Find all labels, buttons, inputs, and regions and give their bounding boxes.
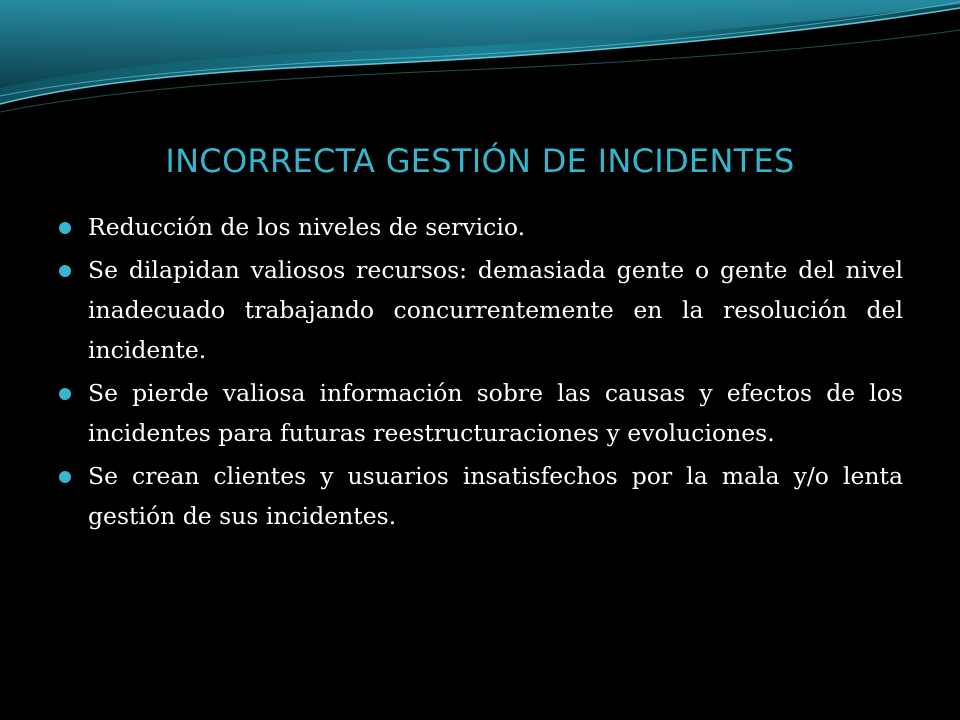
bullet-item (88, 250, 903, 370)
bullet-dot-icon (59, 222, 71, 234)
bullet-dot-icon (59, 471, 71, 483)
bullet-dot-icon (59, 388, 71, 400)
bullet-item (88, 373, 903, 453)
bullet-text: Se crean clientes y usuarios insatisfechos por la mala y/o lenta gestión de sus incidentes. (88, 462, 903, 530)
header-wave-decoration (0, 0, 960, 130)
bullet-text: Reducción de los niveles de servicio. (88, 213, 526, 241)
slide-title: INCORRECTA GESTIÓN DE INCIDENTES (165, 142, 795, 180)
bullet-text: Se dilapidan valiosos recursos: demasiada gente o gente del nivel inadecuado trabajando concurrentemente en la resolución del incidente. (88, 256, 903, 364)
bullet-dot-icon (59, 265, 71, 277)
bullet-list (88, 207, 903, 539)
bullet-text: Se pierde valiosa información sobre las causas y efectos de los incidentes para futuras reestructuraciones y evoluciones. (88, 379, 903, 447)
bullet-item (88, 207, 903, 247)
bullet-item (88, 456, 903, 536)
